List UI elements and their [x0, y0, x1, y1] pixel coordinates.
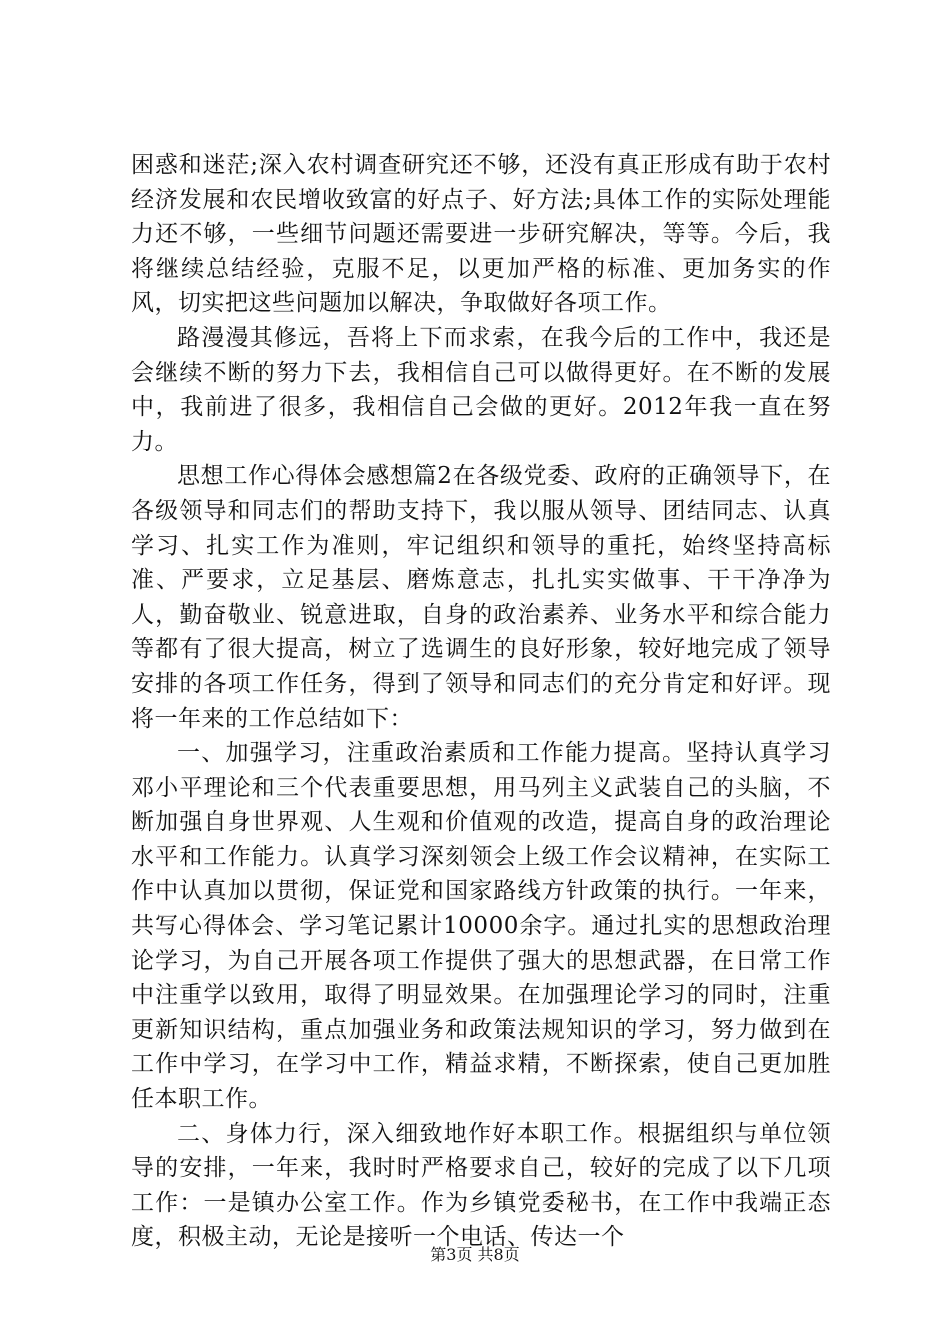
paragraph-2: 路漫漫其修远，吾将上下而求索，在我今后的工作中，我还是会继续不断的努力下去，我相信自己可以做得更好。在不断的发展中，我前进了很多，我相信自己会做的更好。2012年我一直在努力。 — [131, 324, 831, 455]
paragraph-5: 二、身体力行，深入细致地作好本职工作。根据组织与单位领导的安排，一年来，我时时严格要求自己，较好的完成了以下几项工作：一是镇办公室工作。作为乡镇党委秘书，在工作中我端正态度，积极主动，无论是接听一个电话、传达一个 — [131, 1120, 831, 1251]
page-number-footer: 第3页 共8页 — [430, 1245, 520, 1264]
document-body — [131, 148, 831, 1255]
paragraph-3: 思想工作心得体会感想篇2在各级党委、政府的正确领导下，在各级领导和同志们的帮助支持下，我以服从领导、团结同志、认真学习、扎实工作为准则，牢记组织和领导的重托，始终坚持高标准、严要求，立足基层、磨炼意志，扎扎实实做事、干干净净为人，勤奋敬业、锐意进取，自身的政治素养、业务水平和综合能力等都有了很大提高，树立了选调生的良好形象，较好地完成了领导安排的各项工作任务，得到了领导和同志们的充分肯定和好评。现将一年来的工作总结如下： — [131, 463, 831, 732]
paragraph-4: 一、加强学习，注重政治素质和工作能力提高。坚持认真学习邓小平理论和三个代表重要思想，用马列主义武装自己的头脑，不断加强自身世界观、人生观和价值观的改造，提高自身的政治理论水平和工作能力。认真学习深刻领会上级工作会议精神，在实际工作中认真加以贯彻，保证党和国家路线方针政策的执行。一年来，共写心得体会、学习笔记累计10000余字。通过扎实的思想政治理论学习，为自己开展各项工作提供了强大的思想武器，在日常工作中注重学以致用，取得了明显效果。在加强理论学习的同时，注重更新知识结构，重点加强业务和政策法规知识的学习，努力做到在工作中学习，在学习中工作，精益求精，不断探索，使自己更加胜任本职工作。 — [131, 740, 831, 1113]
paragraph-1: 困惑和迷茫;深入农村调查研究还不够，还没有真正形成有助于农村经济发展和农民增收致富的好点子、好方法;具体工作的实际处理能力还不够，一些细节问题还需要进一步研究解决，等等。今后，我将继续总结经验，克服不足，以更加严格的标准、更加务实的作风，切实把这些问题加以解决，争取做好各项工作。 — [131, 152, 831, 317]
